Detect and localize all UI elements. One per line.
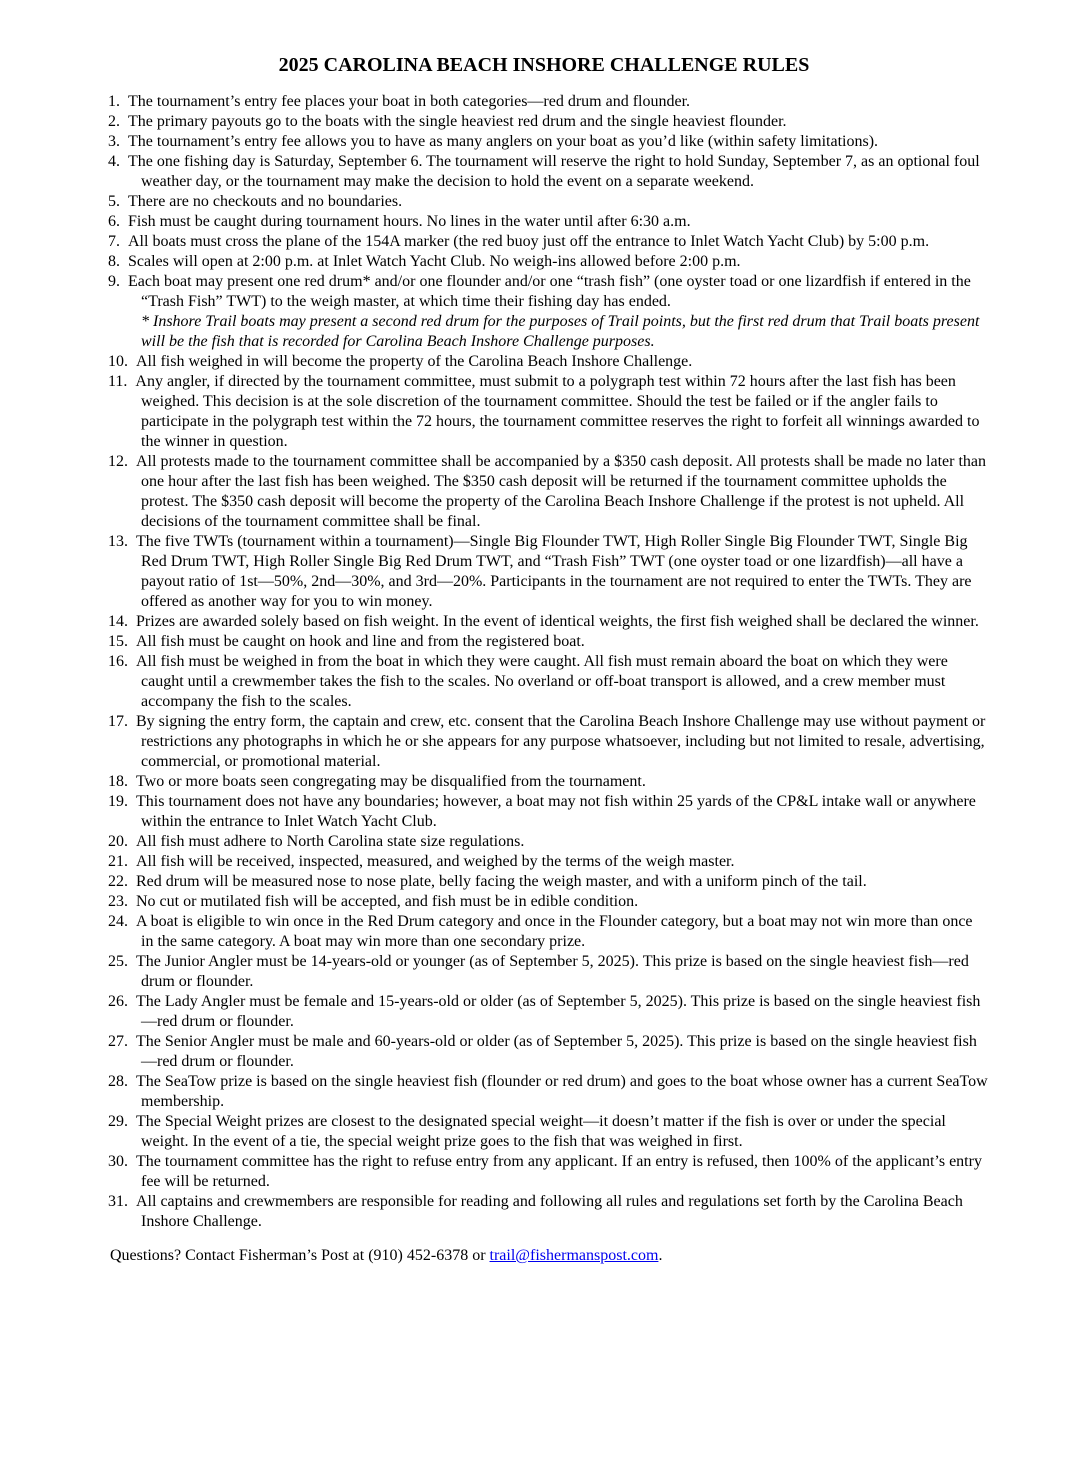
rule-item (108, 532, 988, 612)
rule-text: All fish weighed in will become the property of the Carolina Beach Inshore Challenge. (136, 353, 693, 370)
rule-number: 28. (108, 1073, 128, 1090)
rule-number: 29. (108, 1113, 128, 1130)
rule-item (108, 352, 988, 372)
rule-number: 8. (108, 253, 120, 270)
rule-item (108, 1192, 988, 1232)
rule-number: 11. (108, 373, 128, 390)
rule-number: 17. (108, 713, 128, 730)
rule-note-italic: * Inshore Trail boats may present a second red drum for the purposes of Trail points, but the first red drum that Trail boats present will be the fish that is recorded for Carolina Beach Inshore Challenge purposes. (141, 313, 980, 350)
rule-item (108, 452, 988, 532)
rule-text: The five TWTs (tournament within a tournament)—Single Big Flounder TWT, High Roller Single Big Flounder TWT, Single Big Red Drum TWT, High Roller Single Big Red Drum TWT, and “Trash Fish” TWT (one oyster toad or one lizardfish)—all have a payout ratio of 1st—50%, 2nd—30%, and 3rd—20%. Participants in the tournament are not required to enter the TWTs. They are offered as another way for you to win money. (136, 533, 972, 610)
rule-text: The tournament committee has the right to refuse entry from any applicant. If an entry is refused, then 100% of the applicant’s entry fee will be returned. (136, 1153, 982, 1190)
rule-text: The Senior Angler must be male and 60-years-old or older (as of September 5, 2025). This prize is based on the single heaviest fish—red drum or flounder. (136, 1033, 977, 1070)
rule-text: Any angler, if directed by the tournament committee, must submit to a polygraph test within 72 hours after the last fish has been weighed. This decision is at the sole discretion of the tournament committee. Should the test be failed or if the angler fails to participate in the polygraph test within the 72 hours, the tournament committee reserves the right to forfeit all winnings awarded to the winner in question. (135, 373, 980, 450)
rule-text: There are no checkouts and no boundaries. (128, 193, 403, 210)
rule-text: Prizes are awarded solely based on fish weight. In the event of identical weights, the first fish weighed shall be declared the winner. (136, 613, 979, 630)
rule-item (108, 712, 988, 772)
rule-item (108, 992, 988, 1032)
rule-item (108, 632, 988, 652)
rule-text: All fish must be caught on hook and line and from the registered boat. (136, 633, 585, 650)
rule-item (108, 372, 988, 452)
rule-item (108, 132, 988, 152)
rule-number: 9. (108, 273, 120, 290)
rule-number: 24. (108, 913, 128, 930)
rule-item (108, 252, 988, 272)
rule-text: The tournament’s entry fee allows you to have as many anglers on your boat as you’d like (within safety limitations). (128, 133, 879, 150)
rule-text: All fish must adhere to North Carolina state size regulations. (136, 833, 525, 850)
rule-item (108, 192, 988, 212)
rule-item (108, 112, 988, 132)
rule-number: 18. (108, 773, 128, 790)
rule-text: The Lady Angler must be female and 15-years-old or older (as of September 5, 2025). This prize is based on the single heaviest fish—red drum or flounder. (136, 993, 981, 1030)
rule-item (108, 1152, 988, 1192)
rule-number: 14. (108, 613, 128, 630)
rule-text: All fish must be weighed in from the boat in which they were caught. All fish must remain aboard the boat on which they were caught until a crewmember takes the fish to the scales. No overland or off-boat transport is allowed, and a crew member must accompany the fish to the scales. (136, 653, 948, 710)
rule-text: The Special Weight prizes are closest to the designated special weight—it doesn’t matter if the fish is over or under the special weight. In the event of a tie, the special weight prize goes to the fish that was weighed in first. (136, 1113, 946, 1150)
rule-text: All fish will be received, inspected, measured, and weighed by the terms of the weigh master. (136, 853, 735, 870)
rule-item (108, 652, 988, 712)
rule-item (108, 1032, 988, 1072)
rule-item (108, 212, 988, 232)
rule-number: 20. (108, 833, 128, 850)
rule-text: The tournament’s entry fee places your boat in both categories—red drum and flounder. (128, 93, 691, 110)
rule-text: By signing the entry form, the captain and crew, etc. consent that the Carolina Beach Inshore Challenge may use without payment or restrictions any photographs in which he or she appears for any purpose whatsoever, including but not limited to resale, advertising, commercial, or promotional material. (136, 713, 986, 770)
email-link[interactable]: trail@fishermanspost.com (489, 1247, 659, 1264)
rule-text: The Junior Angler must be 14-years-old or younger (as of September 5, 2025). This prize is based on the single heaviest fish—red drum or flounder. (136, 953, 969, 990)
rule-text: All protests made to the tournament committee shall be accompanied by a $350 cash deposit. All protests shall be made no later than one hour after the last fish has been weighed. The $350 cash deposit will be returned if the tournament committee upholds the protest. The $350 cash deposit will become the property of the Carolina Beach Inshore Challenge if the protest is not upheld. All decisions of the tournament committee shall be final. (136, 453, 986, 530)
rule-text: Red drum will be measured nose to nose plate, belly facing the weigh master, and with a uniform pinch of the tail. (136, 873, 867, 890)
rule-number: 2. (108, 113, 120, 130)
page-title: 2025 CAROLINA BEACH INSHORE CHALLENGE RULES (278, 54, 810, 76)
rule-number: 22. (108, 873, 128, 890)
rule-number: 7. (108, 233, 120, 250)
rule-number: 4. (108, 153, 120, 170)
rule-text: No cut or mutilated fish will be accepted, and fish must be in edible condition. (136, 893, 639, 910)
rule-item (108, 612, 988, 632)
rule-item (108, 1112, 988, 1152)
rule-text: This tournament does not have any boundaries; however, a boat may not fish within 25 yards of the CP&L intake wall or anywhere within the entrance to Inlet Watch Yacht Club. (136, 793, 976, 830)
rule-text: The SeaTow prize is based on the single heaviest fish (flounder or red drum) and goes to the boat whose owner has a current SeaTow membership. (136, 1073, 988, 1110)
rule-item (108, 912, 988, 952)
rule-number: 19. (108, 793, 128, 810)
rule-text: All captains and crewmembers are responsible for reading and following all rules and regulations set forth by the Carolina Beach Inshore Challenge. (136, 1193, 963, 1230)
rule-item (108, 792, 988, 832)
rule-item (108, 892, 988, 912)
rule-number: 31. (108, 1193, 128, 1210)
rule-item (108, 92, 988, 112)
rule-number: 13. (108, 533, 128, 550)
rule-number: 1. (108, 93, 120, 110)
contact-line (110, 1246, 988, 1266)
rule-number: 16. (108, 653, 128, 670)
rule-text: Two or more boats seen congregating may be disqualified from the tournament. (136, 773, 646, 790)
rule-text: A boat is eligible to win once in the Red Drum category and once in the Flounder category, but a boat may not win more than once in the same category. A boat may win more than one secondary prize. (136, 913, 973, 950)
rule-item (108, 952, 988, 992)
rule-number: 21. (108, 853, 128, 870)
rule-number: 23. (108, 893, 128, 910)
rule-item (108, 832, 988, 852)
rule-text: Each boat may present one red drum* and/or one flounder and/or one “trash fish” (one oyster toad or one lizardfish if entered in the “Trash Fish” TWT) to the weigh master, at which time their fishing day has ended. (128, 273, 971, 310)
rule-item (108, 272, 988, 352)
contact-text: Questions? Contact Fisherman’s Post at (910) 452-6378 or (110, 1247, 490, 1264)
rule-text: The primary payouts go to the boats with the single heaviest red drum and the single heaviest flounder. (128, 113, 787, 130)
rule-item (108, 232, 988, 252)
rule-text: Fish must be caught during tournament hours. No lines in the water until after 6:30 a.m. (128, 213, 691, 230)
rules-list (108, 92, 988, 1232)
rule-item (108, 1072, 988, 1112)
rule-number: 26. (108, 993, 128, 1010)
rule-number: 30. (108, 1153, 128, 1170)
rule-number: 5. (108, 193, 120, 210)
rule-number: 15. (108, 633, 128, 650)
rule-number: 25. (108, 953, 128, 970)
rule-number: 3. (108, 133, 120, 150)
rule-text: All boats must cross the plane of the 154A marker (the red buoy just off the entrance to Inlet Watch Yacht Club) by 5:00 p.m. (128, 233, 930, 250)
rule-item (108, 872, 988, 892)
rule-number: 27. (108, 1033, 128, 1050)
rule-item (108, 772, 988, 792)
rule-item (108, 852, 988, 872)
rule-number: 10. (108, 353, 128, 370)
rule-number: 6. (108, 213, 120, 230)
rule-text: The one fishing day is Saturday, September 6. The tournament will reserve the right to hold Sunday, September 7, as an optional foul weather day, or the tournament may make the decision to hold the event on a separate weekend. (128, 153, 980, 190)
rule-text: Scales will open at 2:00 p.m. at Inlet Watch Yacht Club. No weigh-ins allowed before 2:00 p.m. (128, 253, 741, 270)
rule-number: 12. (108, 453, 128, 470)
contact-text-period: . (658, 1247, 663, 1264)
rule-item (108, 152, 988, 192)
